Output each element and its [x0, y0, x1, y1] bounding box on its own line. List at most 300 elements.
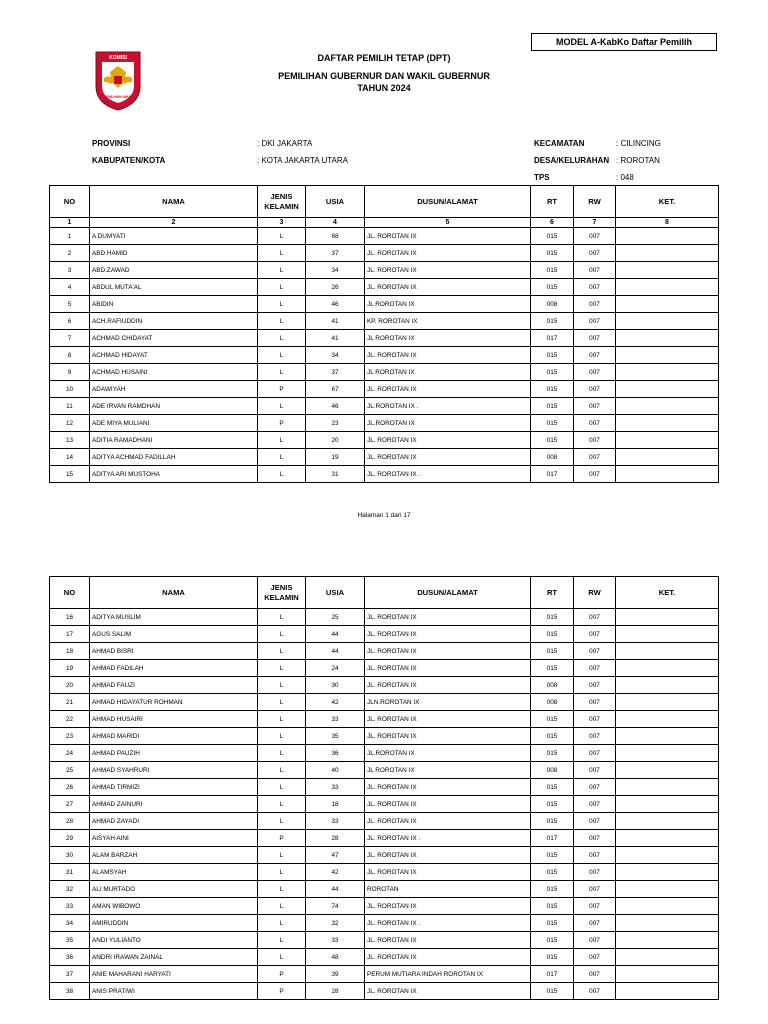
table-header: [50, 577, 719, 609]
cell-alamat: JL. ROROTAN IX: [365, 796, 531, 813]
cell-no: 12: [50, 415, 90, 432]
col-ket: KET.: [616, 186, 719, 218]
cell-jenis-kelamin: P: [258, 966, 306, 983]
cell-usia: 37: [306, 245, 365, 262]
title-line-3: TAHUN 2024: [357, 83, 411, 93]
table-row: [50, 813, 719, 830]
table-row: [50, 694, 719, 711]
cell-alamat: JL. ROROTAN IX: [365, 728, 531, 745]
cell-rw: 007: [574, 432, 616, 449]
cell-alamat: JL. ROROTAN IX: [365, 711, 531, 728]
cell-rw: 007: [574, 830, 616, 847]
table-row: [50, 347, 719, 364]
cell-rw: 007: [574, 711, 616, 728]
table-body-page-2: [50, 609, 719, 1000]
cell-rt: 015: [531, 279, 574, 296]
cell-jenis-kelamin: L: [258, 262, 306, 279]
page-footer: Halaman 1 dari 17: [357, 512, 411, 519]
cell-nama: ABDUL MUTA'AL: [90, 279, 258, 296]
meta-right: [534, 138, 609, 184]
cell-jenis-kelamin: L: [258, 949, 306, 966]
cell-alamat: JL. ROROTAN IX: [365, 932, 531, 949]
cell-jenis-kelamin: L: [258, 313, 306, 330]
cell-ket: [616, 398, 719, 415]
cell-no: 11: [50, 398, 90, 415]
cell-rt: 015: [531, 983, 574, 1000]
cell-alamat: JL. ROROTAN IX .: [365, 915, 531, 932]
cell-rt: 015: [531, 347, 574, 364]
cell-ket: [616, 915, 719, 932]
cell-rw: 007: [574, 643, 616, 660]
cell-rw: 007: [574, 449, 616, 466]
table-row: [50, 313, 719, 330]
kecamatan-label: KECAMATAN: [534, 139, 585, 148]
cell-rw: 007: [574, 466, 616, 483]
table-row: [50, 830, 719, 847]
table-row: [50, 466, 719, 483]
cell-jenis-kelamin: L: [258, 466, 306, 483]
cell-ket: [616, 245, 719, 262]
cell-usia: 33: [306, 813, 365, 830]
cell-jenis-kelamin: L: [258, 626, 306, 643]
cell-rw: 007: [574, 398, 616, 415]
column-number-row: [50, 218, 719, 228]
cell-nama: AHMAD HIDAYATUR ROHMAN: [90, 694, 258, 711]
cell-ket: [616, 364, 719, 381]
cell-rt: 008: [531, 694, 574, 711]
cell-rt: 017: [531, 966, 574, 983]
table-row: [50, 660, 719, 677]
meta-left: [92, 138, 165, 167]
table-row: [50, 432, 719, 449]
cell-jenis-kelamin: L: [258, 779, 306, 796]
cell-no: 19: [50, 660, 90, 677]
meta-left-values: [257, 138, 348, 167]
cell-ket: [616, 796, 719, 813]
cell-rt: 015: [531, 728, 574, 745]
cell-ket: [616, 432, 719, 449]
cell-usia: 32: [306, 915, 365, 932]
col-number: 5: [365, 218, 531, 228]
cell-rt: 008: [531, 296, 574, 313]
cell-nama: AHMAD MARIDI: [90, 728, 258, 745]
desa-label: DESA/KELURAHAN: [534, 156, 610, 165]
cell-ket: [616, 677, 719, 694]
cell-alamat: JL. ROROTAN IX: [365, 949, 531, 966]
cell-jenis-kelamin: L: [258, 660, 306, 677]
cell-rw: 007: [574, 966, 616, 983]
cell-no: 36: [50, 949, 90, 966]
col-number: 4: [306, 218, 365, 228]
cell-alamat: JL. ROROTAN IX: [365, 279, 531, 296]
cell-rt: 015: [531, 881, 574, 898]
table-row: [50, 949, 719, 966]
cell-usia: 33: [306, 779, 365, 796]
table-row: [50, 728, 719, 745]
table-row: [50, 245, 719, 262]
cell-rt: 015: [531, 626, 574, 643]
cell-jenis-kelamin: L: [258, 932, 306, 949]
cell-rt: 017: [531, 466, 574, 483]
cell-alamat: JL. ROROTAN IX: [365, 228, 531, 245]
cell-rt: 015: [531, 949, 574, 966]
cell-ket: [616, 381, 719, 398]
cell-rt: 017: [531, 830, 574, 847]
cell-alamat: JL. ROROTAN IX .: [365, 830, 531, 847]
col-usia: USIA: [306, 577, 365, 609]
col-rt: RT: [531, 577, 574, 609]
cell-no: 16: [50, 609, 90, 626]
cell-usia: 74: [306, 898, 365, 915]
cell-no: 21: [50, 694, 90, 711]
cell-alamat: JL ROROTAN IX: [365, 364, 531, 381]
cell-rt: 015: [531, 864, 574, 881]
cell-rt: 015: [531, 381, 574, 398]
cell-jenis-kelamin: L: [258, 228, 306, 245]
cell-usia: 33: [306, 711, 365, 728]
cell-alamat: JL. ROROTAN IX: [365, 864, 531, 881]
cell-jenis-kelamin: L: [258, 745, 306, 762]
cell-ket: [616, 864, 719, 881]
cell-ket: [616, 728, 719, 745]
col-jenis-kelamin: JENIS KELAMIN: [258, 186, 306, 218]
table-row: [50, 881, 719, 898]
table-row: [50, 711, 719, 728]
cell-rt: 015: [531, 745, 574, 762]
cell-ket: [616, 279, 719, 296]
cell-no: 18: [50, 643, 90, 660]
cell-no: 9: [50, 364, 90, 381]
cell-alamat: JL. ROROTAN IX: [365, 245, 531, 262]
table-row: [50, 677, 719, 694]
cell-no: 2: [50, 245, 90, 262]
cell-alamat: JL ROROTAN IX: [365, 330, 531, 347]
cell-rt: 015: [531, 915, 574, 932]
col-number: 2: [90, 218, 258, 228]
cell-jenis-kelamin: L: [258, 677, 306, 694]
cell-nama: ABD HAMID: [90, 245, 258, 262]
table-header: [50, 186, 719, 218]
cell-rw: 007: [574, 847, 616, 864]
cell-jenis-kelamin: L: [258, 796, 306, 813]
cell-no: 34: [50, 915, 90, 932]
cell-nama: AHMAD SYAHRURI: [90, 762, 258, 779]
cell-nama: ADITYA MUSLIM: [90, 609, 258, 626]
table-row: [50, 847, 719, 864]
cell-ket: [616, 609, 719, 626]
cell-jenis-kelamin: L: [258, 881, 306, 898]
table-row: [50, 983, 719, 1000]
cell-ket: [616, 779, 719, 796]
col-rw: RW: [574, 577, 616, 609]
cell-ket: [616, 762, 719, 779]
cell-jenis-kelamin: P: [258, 381, 306, 398]
cell-ket: [616, 626, 719, 643]
cell-nama: ADAWIYAH: [90, 381, 258, 398]
cell-nama: ACHMAD HIDAYAT: [90, 347, 258, 364]
table-body-page-1: [50, 228, 719, 483]
cell-rt: 015: [531, 228, 574, 245]
cell-alamat: JL. ROROTAN IX: [365, 677, 531, 694]
table-row: [50, 796, 719, 813]
cell-ket: [616, 966, 719, 983]
cell-usia: 44: [306, 881, 365, 898]
cell-jenis-kelamin: L: [258, 711, 306, 728]
cell-usia: 42: [306, 694, 365, 711]
table-row: [50, 745, 719, 762]
cell-ket: [616, 847, 719, 864]
cell-jenis-kelamin: L: [258, 330, 306, 347]
document-title: [240, 52, 528, 94]
cell-no: 17: [50, 626, 90, 643]
cell-rw: 007: [574, 983, 616, 1000]
table-row: [50, 228, 719, 245]
cell-alamat: JL. ROROTAN IX: [365, 779, 531, 796]
cell-alamat: JL. ROROTAN IX: [365, 347, 531, 364]
cell-nama: AHMAD FADILAH: [90, 660, 258, 677]
cell-jenis-kelamin: L: [258, 279, 306, 296]
cell-rw: 007: [574, 381, 616, 398]
table-row: [50, 779, 719, 796]
cell-ket: [616, 415, 719, 432]
cell-usia: 19: [306, 449, 365, 466]
cell-usia: 30: [306, 677, 365, 694]
cell-nama: ANIS PRATIWI: [90, 983, 258, 1000]
cell-rw: 007: [574, 228, 616, 245]
cell-no: 28: [50, 813, 90, 830]
cell-usia: 46: [306, 296, 365, 313]
table-row: [50, 364, 719, 381]
cell-alamat: JL. ROROTAN IX: [365, 898, 531, 915]
table-row: [50, 296, 719, 313]
cell-jenis-kelamin: L: [258, 694, 306, 711]
cell-usia: 36: [306, 745, 365, 762]
cell-nama: AGUS SALIM: [90, 626, 258, 643]
cell-rw: 007: [574, 881, 616, 898]
table-row: [50, 262, 719, 279]
cell-nama: ADITIA RAMADHANI: [90, 432, 258, 449]
cell-rt: 015: [531, 364, 574, 381]
cell-nama: ACHMAD CHIDAYAT: [90, 330, 258, 347]
cell-no: 30: [50, 847, 90, 864]
cell-ket: [616, 660, 719, 677]
cell-alamat: JL ROROTAN IX: [365, 762, 531, 779]
table-row: [50, 643, 719, 660]
cell-no: 10: [50, 381, 90, 398]
cell-nama: AHMAD ZAINURI: [90, 796, 258, 813]
cell-jenis-kelamin: L: [258, 296, 306, 313]
cell-nama: ACH.RAFIUDDIN: [90, 313, 258, 330]
cell-no: 25: [50, 762, 90, 779]
cell-no: 24: [50, 745, 90, 762]
cell-nama: ADITYA ARI MUSTOHA: [90, 466, 258, 483]
col-rw: RW: [574, 186, 616, 218]
cell-rw: 007: [574, 949, 616, 966]
cell-alamat: JL. ROROTAN IX: [365, 262, 531, 279]
cell-jenis-kelamin: L: [258, 915, 306, 932]
cell-jenis-kelamin: L: [258, 643, 306, 660]
table-row: [50, 398, 719, 415]
col-alamat: DUSUN/ALAMAT: [365, 186, 531, 218]
cell-usia: 26: [306, 279, 365, 296]
cell-nama: AHMAD PAUZIH: [90, 745, 258, 762]
cell-no: 8: [50, 347, 90, 364]
cell-no: 1: [50, 228, 90, 245]
col-nama: NAMA: [90, 186, 258, 218]
cell-jenis-kelamin: L: [258, 449, 306, 466]
cell-ket: [616, 296, 719, 313]
cell-no: 29: [50, 830, 90, 847]
cell-no: 37: [50, 966, 90, 983]
cell-rw: 007: [574, 364, 616, 381]
cell-rt: 015: [531, 415, 574, 432]
cell-jenis-kelamin: P: [258, 983, 306, 1000]
cell-usia: 67: [306, 381, 365, 398]
cell-rt: 015: [531, 432, 574, 449]
cell-usia: 41: [306, 313, 365, 330]
table-row: [50, 330, 719, 347]
cell-rt: 015: [531, 643, 574, 660]
cell-rt: 015: [531, 262, 574, 279]
cell-usia: 25: [306, 609, 365, 626]
cell-alamat: JL. ROROTAN IX: [365, 626, 531, 643]
cell-no: 33: [50, 898, 90, 915]
cell-rt: 015: [531, 796, 574, 813]
cell-alamat: JL. ROROTAN IX: [365, 643, 531, 660]
cell-usia: 23: [306, 415, 365, 432]
cell-rt: 015: [531, 932, 574, 949]
cell-rw: 007: [574, 864, 616, 881]
cell-rw: 007: [574, 626, 616, 643]
cell-rt: 008: [531, 449, 574, 466]
cell-nama: ADE IRVAN RAMDHAN: [90, 398, 258, 415]
cell-rw: 007: [574, 609, 616, 626]
cell-alamat: JL ROROTAN IX: [365, 296, 531, 313]
cell-usia: 48: [306, 949, 365, 966]
col-number: 3: [258, 218, 306, 228]
cell-usia: 40: [306, 762, 365, 779]
kabkota-value: : KOTA JAKARTA UTARA: [257, 156, 348, 165]
cell-rt: 015: [531, 898, 574, 915]
cell-nama: ADITYA ACHMAD FADILLAH: [90, 449, 258, 466]
cell-nama: AMAN WIBOWO: [90, 898, 258, 915]
tps-value: : 048: [616, 173, 634, 182]
cell-rt: 015: [531, 245, 574, 262]
cell-usia: 33: [306, 932, 365, 949]
cell-alamat: JL. ROROTAN IX .: [365, 466, 531, 483]
cell-jenis-kelamin: P: [258, 415, 306, 432]
cell-nama: ALAM BARZAH: [90, 847, 258, 864]
cell-alamat: JL. ROROTAN IX: [365, 813, 531, 830]
cell-usia: 31: [306, 466, 365, 483]
cell-jenis-kelamin: L: [258, 813, 306, 830]
cell-nama: AHMAD HUSAIRI: [90, 711, 258, 728]
cell-usia: 42: [306, 864, 365, 881]
cell-no: 7: [50, 330, 90, 347]
cell-rw: 007: [574, 330, 616, 347]
cell-nama: ANDRI IRAWAN ZAINAL: [90, 949, 258, 966]
cell-rw: 007: [574, 677, 616, 694]
cell-nama: AISYAH AINI: [90, 830, 258, 847]
cell-alamat: JL.ROROTAN IX .: [365, 398, 531, 415]
cell-ket: [616, 643, 719, 660]
cell-rw: 007: [574, 762, 616, 779]
cell-alamat: JL. ROROTAN IX: [365, 847, 531, 864]
cell-no: 13: [50, 432, 90, 449]
cell-rt: 015: [531, 660, 574, 677]
cell-rw: 007: [574, 728, 616, 745]
cell-alamat: JL. ROROTAN IX: [365, 432, 531, 449]
cell-usia: 37: [306, 364, 365, 381]
cell-rw: 007: [574, 262, 616, 279]
cell-rw: 007: [574, 415, 616, 432]
kabkota-label: KABUPATEN/KOTA: [92, 156, 166, 165]
cell-ket: [616, 949, 719, 966]
cell-alamat: JL. ROROTAN IX: [365, 449, 531, 466]
cell-alamat: JL.ROROTAN IX: [365, 415, 531, 432]
col-number: 6: [531, 218, 574, 228]
table-row: [50, 279, 719, 296]
cell-rt: 008: [531, 677, 574, 694]
cell-no: 15: [50, 466, 90, 483]
table-row: [50, 415, 719, 432]
cell-no: 32: [50, 881, 90, 898]
col-number: 1: [50, 218, 90, 228]
table-row: [50, 966, 719, 983]
table-row: [50, 381, 719, 398]
cell-no: 38: [50, 983, 90, 1000]
cell-rw: 007: [574, 796, 616, 813]
cell-alamat: JL. ROROTAN IX: [365, 983, 531, 1000]
cell-usia: 34: [306, 262, 365, 279]
cell-rt: 015: [531, 313, 574, 330]
cell-rw: 007: [574, 313, 616, 330]
col-rt: RT: [531, 186, 574, 218]
cell-rw: 007: [574, 660, 616, 677]
col-number: 7: [574, 218, 616, 228]
cell-rw: 007: [574, 745, 616, 762]
cell-no: 22: [50, 711, 90, 728]
cell-no: 31: [50, 864, 90, 881]
cell-nama: AHMAD BISRI: [90, 643, 258, 660]
cell-ket: [616, 262, 719, 279]
cell-ket: [616, 813, 719, 830]
cell-ket: [616, 313, 719, 330]
tps-label: TPS: [534, 173, 550, 182]
cell-usia: 41: [306, 330, 365, 347]
cell-usia: 35: [306, 728, 365, 745]
cell-rw: 007: [574, 932, 616, 949]
cell-nama: ANDI YULIANTO: [90, 932, 258, 949]
cell-rt: 015: [531, 711, 574, 728]
cell-jenis-kelamin: L: [258, 898, 306, 915]
cell-rt: 015: [531, 813, 574, 830]
cell-usia: 18: [306, 796, 365, 813]
table-row: [50, 898, 719, 915]
cell-alamat: JL. ROROTAN IX: [365, 609, 531, 626]
cell-alamat: JL. ROROTAN IX: [365, 660, 531, 677]
svg-text:KOMISI: KOMISI: [109, 55, 127, 61]
cell-usia: 44: [306, 643, 365, 660]
cell-alamat: JL. ROROTAN IX: [365, 381, 531, 398]
voter-table-page-1: [49, 185, 719, 483]
table-row: [50, 762, 719, 779]
col-number: 8: [616, 218, 719, 228]
cell-nama: ALAMSYAH: [90, 864, 258, 881]
table-row: [50, 932, 719, 949]
cell-ket: [616, 881, 719, 898]
cell-ket: [616, 449, 719, 466]
